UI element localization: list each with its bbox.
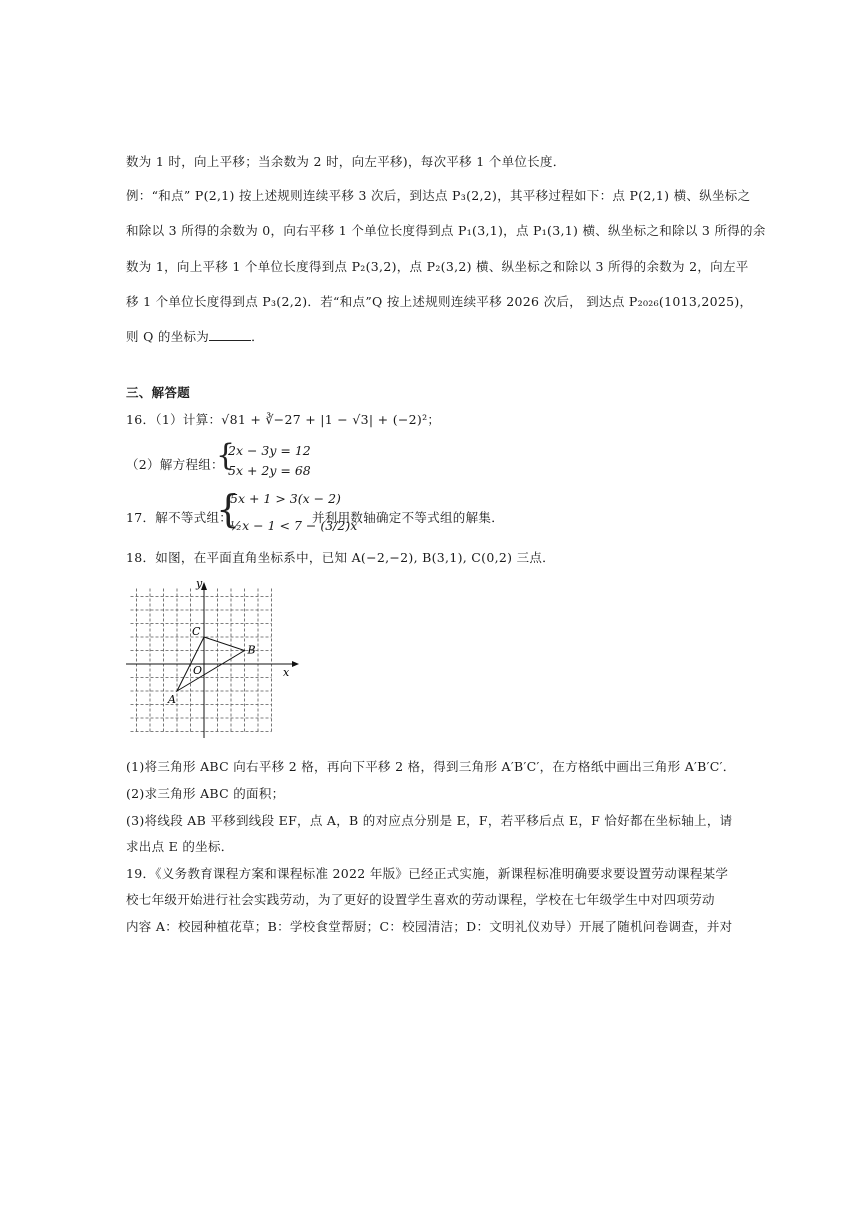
inequality-17-1: 5x + 1 > 3(x − 2) bbox=[230, 491, 341, 506]
text-line-4: 数为 1，向上平移 1 个单位长度得到点 P₂(3,2)，点 P₂(3,2) 横、纵坐标之和除以 3 所得的余数为 2，向左平 bbox=[126, 259, 749, 274]
point-c-label: C bbox=[192, 625, 201, 638]
point-a-label: A bbox=[168, 693, 176, 706]
grid-lines bbox=[131, 589, 272, 732]
question-19-line2: 校七年级开始进行社会实践劳动，为了更好的设置学生喜欢的劳动课程，学校在七年级学生中对四项劳动 bbox=[126, 892, 715, 907]
equation-16-1: 2x − 3y = 12 bbox=[228, 443, 311, 458]
brace-17: { bbox=[216, 487, 241, 531]
question-19-line1: 19．《义务教育课程方案和课程标准 2022 年版》已经正式实施，新课程标准明确要求要设置劳动课程某学 bbox=[126, 866, 729, 881]
question-19-line3: 内容 A：校园种植花草；B：学校食堂帮厨；C：校园清洁；D：文明礼仪劝导）开展了随机问卷调查，并对 bbox=[126, 919, 733, 934]
coordinate-figure bbox=[126, 578, 301, 738]
text-line-5: 移 1 个单位长度得到点 P₃(2,2)．若“和点”Q 按上述规则连续平移 2026 次后， 到达点 P₂₀₂₆(1013,2025)， bbox=[126, 294, 753, 309]
answer-prompt: 则 Q 的坐标为 bbox=[126, 329, 210, 344]
question-18-part3-line2: 求出点 E 的坐标． bbox=[126, 839, 234, 854]
question-17: 17．解不等式组： bbox=[126, 510, 233, 525]
x-axis-label: x bbox=[283, 666, 290, 679]
text-line-2: 例：“和点” P(2,1) 按上述规则连续平移 3 次后，到达点 P₃(2,2)，其平移过程如下：点 P(2,1) 横、纵坐标之 bbox=[126, 188, 751, 203]
question-16-part1: 16．（1）计算：√81 + ∛−27 + |1 − √3| + (−2)²； bbox=[126, 412, 441, 427]
question-18-part2: (2)求三角形 ABC 的面积； bbox=[126, 786, 285, 801]
answer-period: ． bbox=[251, 329, 264, 344]
section-heading: 三、解答题 bbox=[126, 385, 191, 400]
inequality-17-2: ½x − 1 < 7 − (3/2)x bbox=[230, 518, 358, 533]
text-line-3: 和除以 3 所得的余数为 0，向右平移 1 个单位长度得到点 P₁(3,1)，点 P₁(3,1) 横、纵坐标之和除以 3 所得的余 bbox=[126, 223, 766, 238]
question-18-part3-line1: (3)将线段 AB 平移到线段 EF，点 A，B 的对应点分别是 E，F，若平移后点 E，F 恰好都在坐标轴上，请 bbox=[126, 813, 733, 828]
equation-16-2: 5x + 2y = 68 bbox=[228, 463, 311, 478]
question-16-part2: （2）解方程组： bbox=[126, 457, 224, 472]
y-axis-label: y bbox=[196, 578, 203, 590]
x-axis-arrow bbox=[292, 661, 299, 667]
answer-blank[interactable] bbox=[209, 330, 251, 341]
text-line-1: 数为 1 时，向上平移；当余数为 2 时，向左平移)，每次平移 1 个单位长度． bbox=[126, 154, 566, 169]
question-17-tail: 并利用数轴确定不等式组的解集． bbox=[312, 510, 505, 525]
question-18-part1: (1)将三角形 ABC 向右平移 2 格，再向下平移 2 格，得到三角形 A′B′C′，在方格纸中画出三角形 A′B′C′． bbox=[126, 759, 736, 774]
origin-label: O bbox=[193, 664, 203, 677]
brace-16: { bbox=[216, 438, 236, 473]
text-line-6 bbox=[126, 327, 264, 345]
question-18: 18．如图，在平面直角坐标系中，已知 A(−2,−2), B(3,1), C(0,2) 三点． bbox=[126, 550, 555, 565]
point-b-label: B bbox=[247, 643, 256, 657]
